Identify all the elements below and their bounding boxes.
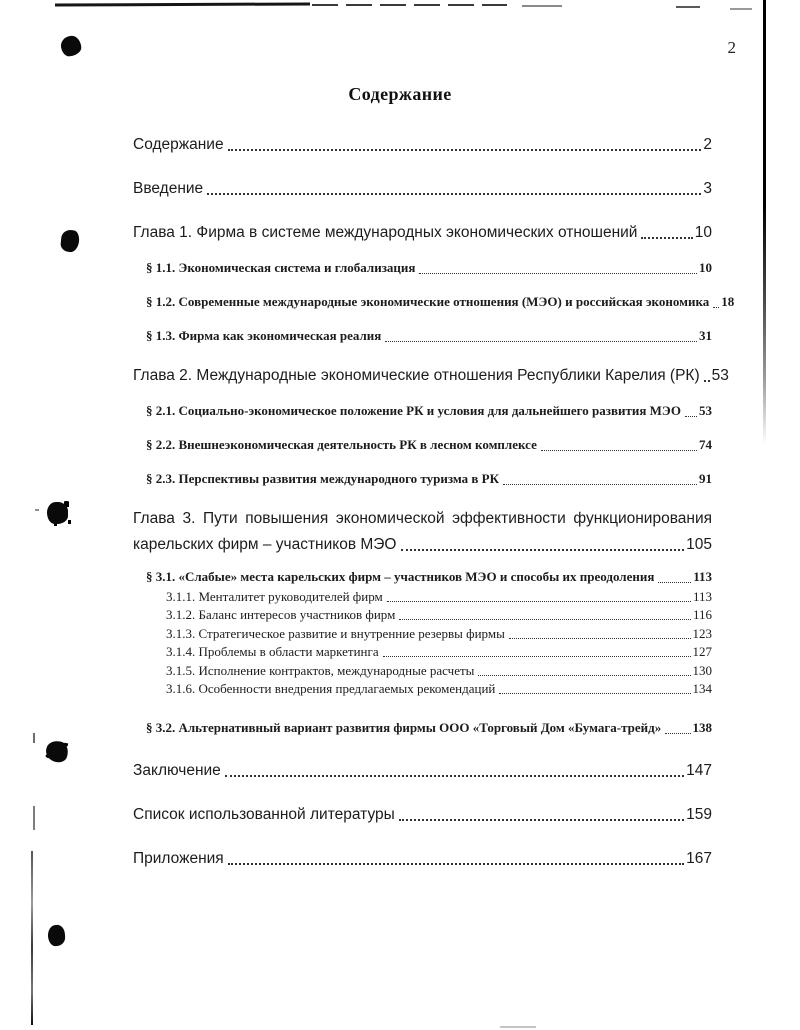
- toc-entry-page: 138: [692, 720, 712, 735]
- scan-edge-line-left: [33, 806, 35, 830]
- scan-edge-line-left: [33, 733, 35, 743]
- leader-dots: [658, 582, 691, 583]
- leader-dots: [399, 619, 691, 620]
- toc-entry-page: 2: [703, 136, 712, 153]
- toc-entry: [133, 682, 712, 696]
- leader-dots: [207, 193, 701, 195]
- scan-edge-mark: [730, 8, 752, 10]
- toc-entry-label: Глава 1. Фирма в системе международных экономических отношений: [133, 224, 638, 241]
- toc-entry-label: Содержание: [133, 136, 224, 153]
- toc-entry: [133, 179, 712, 198]
- toc-entry-label: Заключение: [133, 762, 221, 779]
- toc-entry-page: 10: [694, 224, 712, 241]
- toc-entry-page: 18: [721, 294, 735, 309]
- toc-entry-label: 3.1.2. Баланс интересов участников фирм: [166, 607, 396, 622]
- toc-entry: [133, 569, 712, 585]
- toc-entry-page: 116: [692, 607, 712, 622]
- toc-entry-label: 3.1.3. Стратегическое развитие и внутренние резервы фирмы: [166, 625, 505, 641]
- toc-entry-page: 159: [686, 806, 712, 823]
- toc-entry: [133, 608, 712, 622]
- leader-dots: [401, 549, 685, 551]
- toc-entry: [133, 328, 712, 344]
- leader-dots: [399, 819, 684, 821]
- toc-entry-page: 123: [692, 625, 712, 641]
- toc-entry-page: 127: [692, 644, 712, 659]
- toc-entry-label: 3.1.4. Проблемы в области маркетинга: [166, 644, 379, 659]
- toc-entry-label: § 2.1. Социально-экономическое положение РК и условия для дальнейшего развития МЭО: [146, 403, 681, 418]
- toc-entry-label: § 1.1. Экономическая система и глобализация: [146, 260, 416, 275]
- ink-blot: [60, 35, 83, 58]
- leader-dots: [385, 341, 697, 342]
- toc-entry-page: 91: [699, 471, 712, 486]
- scan-edge-line-left: [31, 851, 33, 1025]
- toc-entry: [133, 805, 712, 824]
- toc-entry-page: 105: [686, 536, 712, 553]
- ink-blot: [47, 502, 68, 524]
- leader-dots: [499, 693, 690, 694]
- toc-entry-label: 3.1.6. Особенности внедрения предлагаемых рекомендаций: [166, 681, 496, 696]
- leader-dots: [478, 675, 690, 676]
- ink-blot: [44, 739, 70, 765]
- toc-entry-page: 113: [693, 569, 712, 584]
- toc-entry-page: 74: [699, 437, 712, 452]
- toc-entry-label: 3.1.5. Исполнение контрактов, международные расчеты: [166, 662, 475, 678]
- toc-entry-label: Список использованной литературы: [133, 806, 395, 823]
- toc-entry-page: 31: [699, 328, 712, 343]
- toc-list: [133, 133, 735, 868]
- leader-dots: [387, 601, 691, 602]
- toc-entry-page: 53: [699, 403, 712, 418]
- toc-entry-page: 167: [686, 850, 712, 867]
- toc-entry: [133, 645, 712, 659]
- leader-dots: [641, 237, 692, 239]
- scan-edge-line-right: [763, 0, 766, 445]
- toc-entry-label: 3.1.1. Менталитет руководителей фирм: [166, 588, 383, 604]
- scan-edge-line-top-broken: [312, 4, 507, 6]
- toc-entry-label: § 2.3. Перспективы развития международного туризма в РК: [146, 471, 500, 486]
- toc-entry: [133, 720, 712, 736]
- toc-entry: [133, 509, 712, 554]
- toc-entry: [133, 403, 712, 419]
- toc-entry-label: § 1.2. Современные международные экономические отношения (МЭО) и российская экономика: [146, 294, 710, 309]
- toc-entry: [133, 761, 712, 780]
- leader-dots: [704, 380, 710, 382]
- leader-dots: [665, 733, 690, 734]
- page-number: 2: [727, 38, 736, 57]
- ink-blot: [47, 924, 65, 946]
- toc-entry: [133, 627, 712, 641]
- leader-dots: [509, 638, 691, 639]
- toc-entry-page: 134: [692, 681, 712, 696]
- toc-entry: [133, 223, 712, 242]
- scan-speck: [35, 509, 39, 511]
- leader-dots: [225, 775, 684, 777]
- toc-entry: [133, 849, 712, 868]
- scan-edge-mark: [676, 6, 700, 8]
- toc-entry-label: § 3.1. «Слабые» места карельских фирм – участников МЭО и способы их преодоления: [146, 569, 655, 584]
- leader-dots: [713, 307, 719, 308]
- toc-entry-page: 147: [686, 762, 712, 779]
- toc-entry: [133, 260, 712, 276]
- toc-entry: [133, 664, 712, 678]
- leader-dots: [685, 416, 697, 417]
- toc-entry: [133, 437, 712, 453]
- toc-entry-label: § 3.2. Альтернативный вариант развития фирмы ООО «Торговый Дом «Бумага-трейд»: [146, 720, 662, 735]
- toc-entry-label: карельских фирм – участников МЭО: [133, 536, 397, 553]
- toc-entry-page: 53: [711, 367, 729, 384]
- toc-entry-label: Глава 3. Пути повышения экономической эффективности функционирования: [133, 510, 712, 527]
- leader-dots: [228, 149, 702, 151]
- toc-entry: [133, 590, 712, 604]
- toc-entry-label: Приложения: [133, 850, 224, 867]
- toc-entry-page: 3: [703, 180, 712, 197]
- toc-entry: [133, 135, 712, 154]
- scan-speck: [500, 1026, 536, 1028]
- toc-entry: [133, 471, 712, 487]
- toc-entry-label: § 2.2. Внешнеэкономическая деятельность РК в лесном комплексе: [146, 437, 537, 452]
- scan-edge-line-top: [55, 2, 310, 6]
- toc-entry: [133, 294, 735, 310]
- leader-dots: [383, 656, 691, 657]
- ink-blot: [60, 229, 80, 253]
- leader-dots: [503, 484, 697, 485]
- toc-entry-page: 113: [692, 588, 712, 604]
- page-title: Содержание: [348, 84, 452, 104]
- toc-entry-page: 130: [692, 662, 712, 678]
- leader-dots: [419, 273, 697, 274]
- leader-dots: [541, 450, 697, 451]
- scan-edge-line-top-faint: [522, 5, 562, 7]
- toc-entry-page: 10: [699, 260, 712, 275]
- toc-entry-label: Введение: [133, 180, 204, 197]
- leader-dots: [228, 863, 684, 865]
- toc-entry-label: § 1.3. Фирма как экономическая реалия: [146, 328, 382, 343]
- toc-entry-label: Глава 2. Международные экономические отношения Республики Карелия (РК): [133, 367, 700, 384]
- toc-entry: [133, 366, 729, 385]
